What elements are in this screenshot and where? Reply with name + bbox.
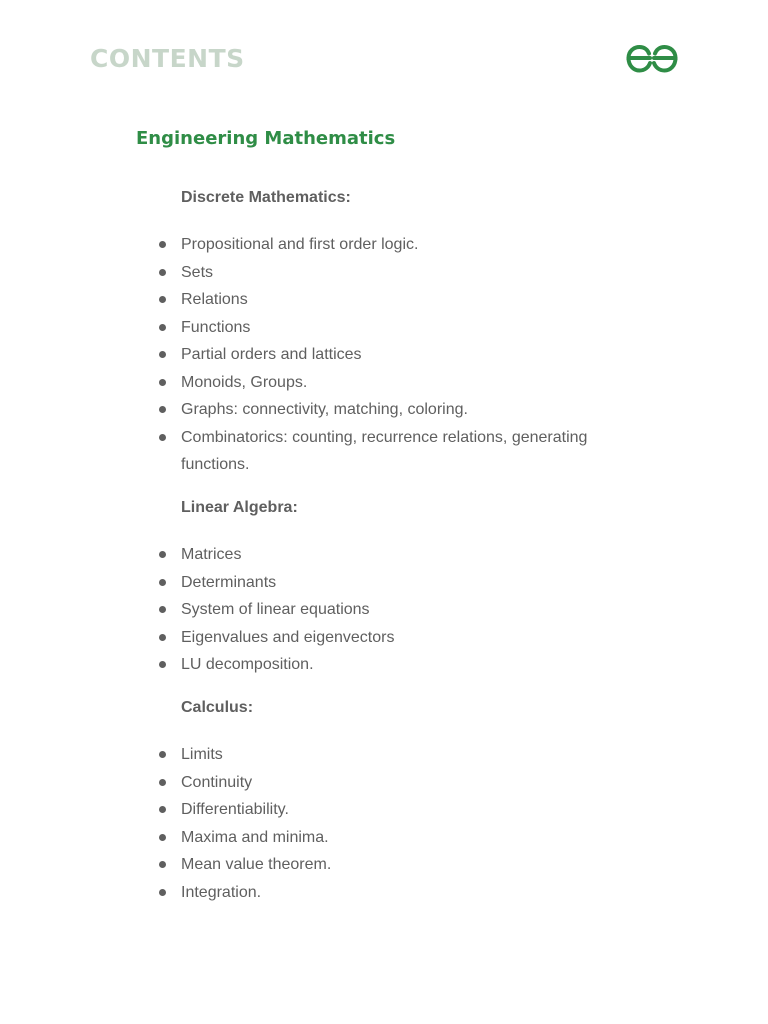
bullet-icon	[159, 296, 166, 303]
bullet-icon	[159, 806, 166, 813]
list-item	[0, 286, 621, 314]
list-item-text: Graphs: connectivity, matching, coloring.	[181, 401, 468, 418]
list-item-text: Maxima and minima.	[181, 828, 329, 846]
bullet-icon	[159, 269, 166, 276]
list-item	[0, 424, 621, 479]
bullet-icon	[159, 889, 166, 896]
bullet-icon	[159, 779, 166, 786]
list-item-text: Sets	[181, 263, 214, 281]
bullet-icon	[159, 579, 166, 586]
list-item	[0, 769, 621, 797]
list-item	[0, 879, 621, 907]
list-item-text: Eigenvalues and eigenvectors	[181, 628, 395, 646]
discrete-mathematics-list	[0, 231, 768, 479]
linear-algebra-heading: Linear Algebra:	[181, 499, 298, 516]
list-item-text: Monoids, Groups.	[181, 373, 308, 391]
bullet-icon	[159, 351, 166, 358]
bullet-icon	[159, 606, 166, 613]
section-title: Engineering Mathematics	[136, 128, 396, 149]
list-item	[0, 824, 621, 852]
list-item-text: Relations	[181, 291, 248, 308]
list-item-text: Determinants	[181, 573, 277, 591]
page-header-title: CONTENTS	[90, 44, 245, 73]
list-item	[0, 369, 621, 397]
calculus-list	[0, 741, 768, 906]
bullet-icon	[159, 406, 166, 413]
list-item	[0, 624, 621, 652]
list-item	[0, 541, 621, 569]
list-item	[0, 596, 621, 624]
list-item	[0, 396, 621, 424]
list-item-text: Matrices	[181, 546, 242, 563]
list-item-text: Continuity	[181, 773, 253, 791]
gfg-logo-icon	[625, 43, 679, 75]
list-item-text: Integration.	[181, 883, 262, 901]
discrete-mathematics-heading: Discrete Mathematics:	[181, 189, 351, 206]
bullet-icon	[159, 751, 166, 758]
bullet-icon	[159, 434, 166, 441]
list-item-text: Limits	[181, 746, 223, 763]
list-item-text: Functions	[181, 318, 251, 336]
list-item	[0, 741, 621, 769]
list-item	[0, 569, 621, 597]
list-item	[0, 341, 621, 369]
list-item	[0, 851, 621, 879]
bullet-icon	[159, 634, 166, 641]
list-item-text: Propositional and first order logic.	[181, 236, 419, 253]
bullet-icon	[159, 241, 166, 248]
list-item	[0, 651, 621, 679]
bullet-icon	[159, 834, 166, 841]
calculus-heading: Calculus:	[181, 699, 254, 716]
list-item	[0, 796, 621, 824]
list-item-text: Partial orders and lattices	[181, 346, 362, 363]
bullet-icon	[159, 861, 166, 868]
list-item	[0, 259, 621, 287]
bullet-icon	[159, 551, 166, 558]
list-item	[0, 231, 621, 259]
list-item-text: Mean value theorem.	[181, 856, 332, 873]
list-item-text: Combinatorics: counting, recurrence relations, generating functions.	[181, 428, 588, 473]
list-item-text: System of linear equations	[181, 601, 370, 618]
bullet-icon	[159, 661, 166, 668]
list-item	[0, 314, 621, 342]
list-item-text: LU decomposition.	[181, 656, 314, 673]
bullet-icon	[159, 379, 166, 386]
list-item-text: Differentiability.	[181, 801, 289, 818]
bullet-icon	[159, 324, 166, 331]
linear-algebra-list	[0, 541, 768, 679]
